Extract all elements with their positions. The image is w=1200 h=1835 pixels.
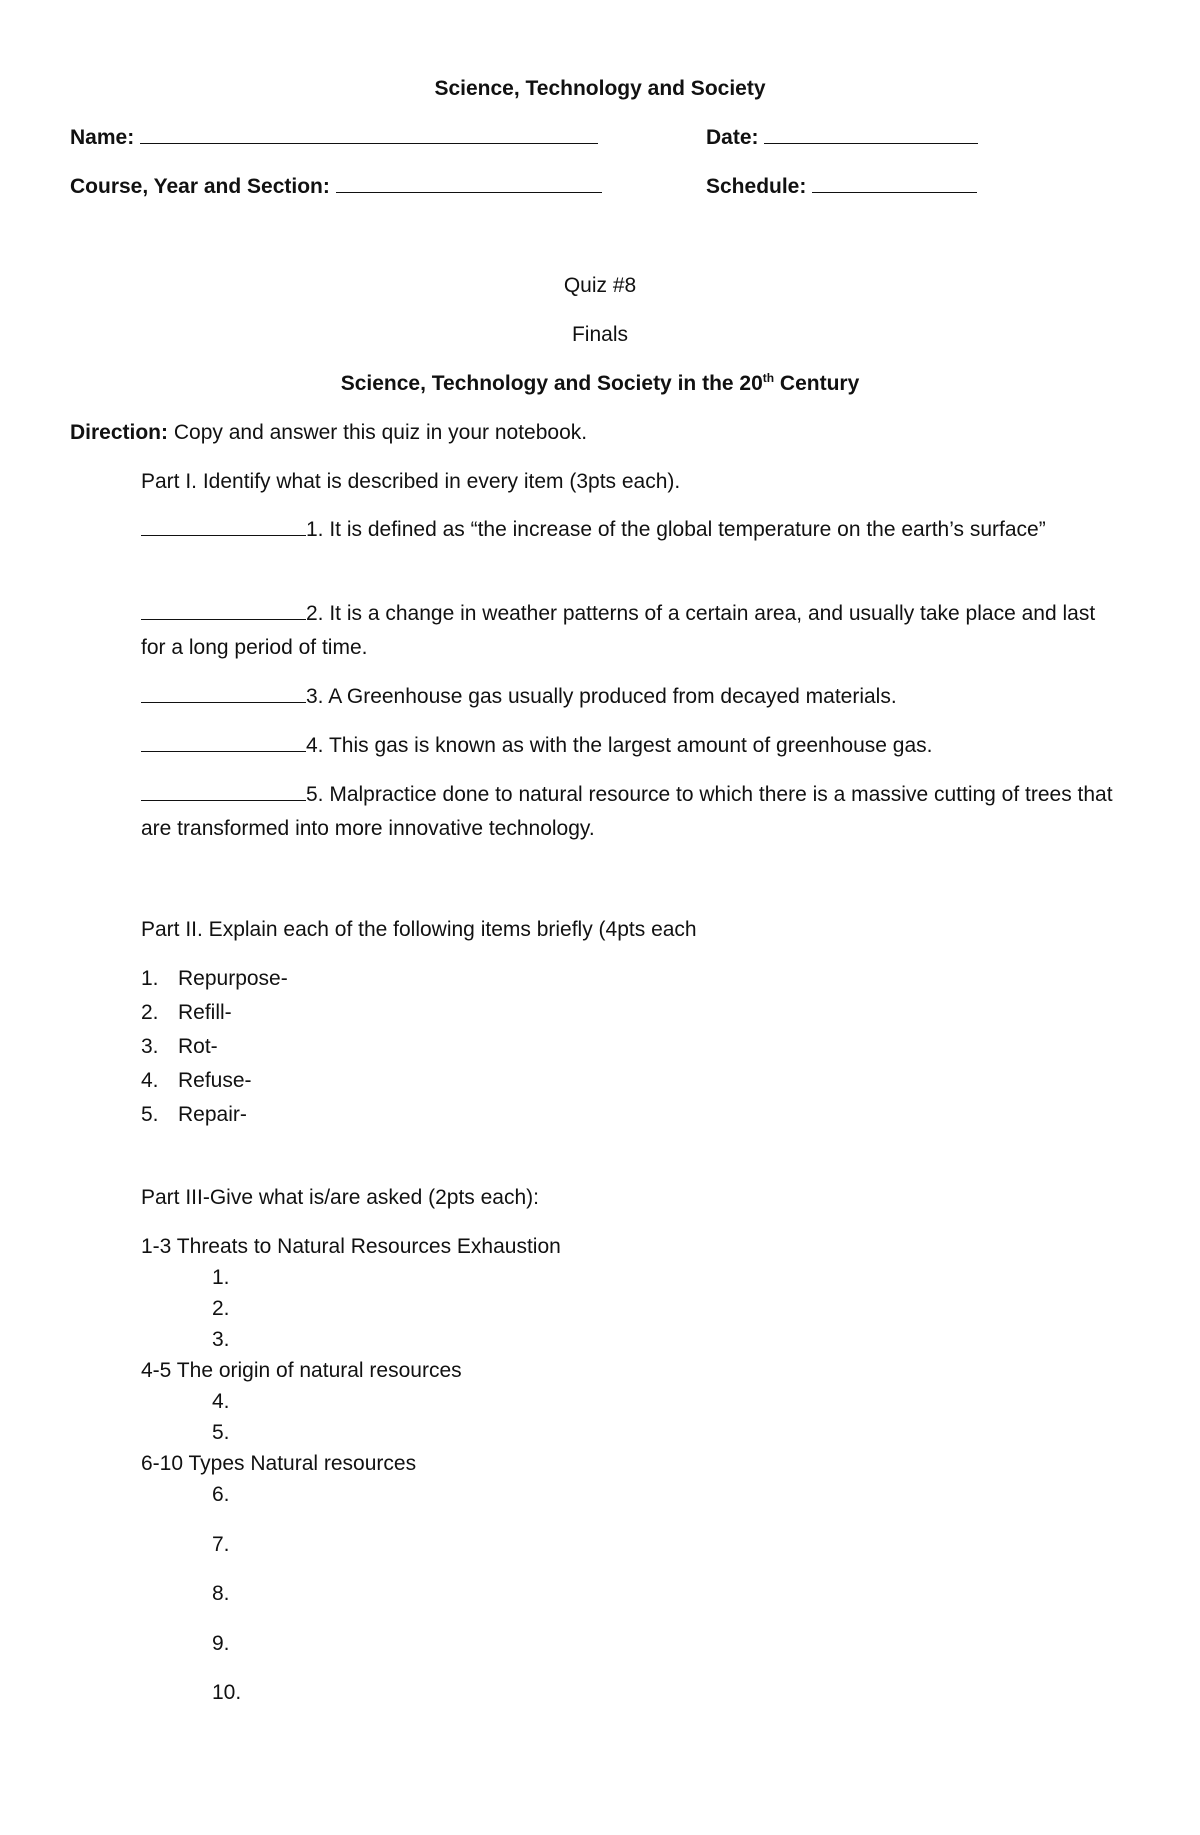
item-text: 2. It is a change in weather patterns of a certain area, and usually take place and last for a long period of time. <box>141 602 1096 659</box>
part3-group3-title: 6-10 Types Natural resources <box>141 1452 417 1475</box>
list-number: 2. <box>141 1001 159 1024</box>
part3-group1-title: 1-3 Threats to Natural Resources Exhaustion <box>141 1235 561 1258</box>
date-label: Date: <box>706 126 759 149</box>
answer-blank-line <box>141 684 306 703</box>
date-field <box>706 125 978 150</box>
part2-item-2 <box>141 1000 232 1025</box>
list-text: Repair- <box>178 1103 247 1126</box>
name-field <box>70 125 598 150</box>
part3-number-4: 4. <box>212 1390 230 1413</box>
subtitle-superscript: th <box>762 371 775 385</box>
part3-number-1: 1. <box>212 1266 230 1289</box>
answer-blank-line <box>141 782 306 801</box>
direction-label: Direction: <box>70 421 169 444</box>
part1-item-4 <box>141 729 1116 763</box>
part3-group2-title: 4-5 The origin of natural resources <box>141 1359 462 1382</box>
list-text: Refuse- <box>178 1069 252 1092</box>
part1-item-3 <box>141 680 1116 714</box>
direction-text: Copy and answer this quiz in your notebook. <box>168 421 588 444</box>
course-blank-line <box>336 174 602 193</box>
name-label: Name: <box>70 126 135 149</box>
part3-number-5: 5. <box>212 1421 230 1444</box>
quiz-subtitle <box>0 371 1200 396</box>
part3-number-6: 6. <box>212 1483 230 1506</box>
course-field <box>70 174 602 199</box>
part2-heading: Part II. Explain each of the following items briefly (4pts each <box>141 918 697 941</box>
part3-heading: Part III-Give what is/are asked (2pts each): <box>141 1186 539 1209</box>
list-text: Repurpose- <box>178 967 288 990</box>
name-blank-line <box>140 125 598 144</box>
date-blank-line <box>764 125 978 144</box>
subtitle-end: Century <box>774 372 860 395</box>
part2-item-3 <box>141 1034 218 1059</box>
schedule-field <box>706 174 977 199</box>
item-text: 1. It is defined as “the increase of the global temperature on the earth’s surface” <box>306 518 1046 541</box>
answer-blank-line <box>141 733 306 752</box>
list-number: 5. <box>141 1103 159 1126</box>
part2-item-1 <box>141 966 288 991</box>
list-number: 1. <box>141 967 159 990</box>
subtitle-main: Science, Technology and Society in the 20 <box>340 372 763 395</box>
list-number: 3. <box>141 1035 159 1058</box>
part1-item-2 <box>141 597 1116 665</box>
part3-number-2: 2. <box>212 1297 230 1320</box>
part3-number-8: 8. <box>212 1582 230 1605</box>
part2-item-4 <box>141 1068 252 1093</box>
part3-number-3: 3. <box>212 1328 230 1351</box>
list-number: 4. <box>141 1069 159 1092</box>
answer-blank-line <box>141 601 306 620</box>
list-text: Rot- <box>178 1035 218 1058</box>
part1-item-5 <box>141 778 1116 846</box>
item-text: 4. This gas is known as with the largest amount of greenhouse gas. <box>306 734 933 757</box>
item-text: 5. Malpractice done to natural resource to which there is a massive cutting of trees that are transformed into more innovative technology. <box>141 783 1113 840</box>
answer-blank-line <box>141 517 306 536</box>
direction <box>70 420 587 445</box>
item-text: 3. A Greenhouse gas usually produced from decayed materials. <box>306 685 897 708</box>
list-text: Refill- <box>178 1001 232 1024</box>
document-title: Science, Technology and Society <box>434 77 766 100</box>
schedule-blank-line <box>812 174 977 193</box>
part3-number-7: 7. <box>212 1533 230 1556</box>
quiz-term: Finals <box>571 323 629 346</box>
part1-item-1 <box>141 513 1116 547</box>
quiz-number: Quiz #8 <box>563 274 637 297</box>
part3-number-10: 10. <box>212 1681 242 1704</box>
schedule-label: Schedule: <box>706 175 807 198</box>
part2-item-5 <box>141 1102 247 1127</box>
course-label: Course, Year and Section: <box>70 175 330 198</box>
part1-heading: Part I. Identify what is described in every item (3pts each). <box>141 470 681 493</box>
part3-number-9: 9. <box>212 1632 230 1655</box>
